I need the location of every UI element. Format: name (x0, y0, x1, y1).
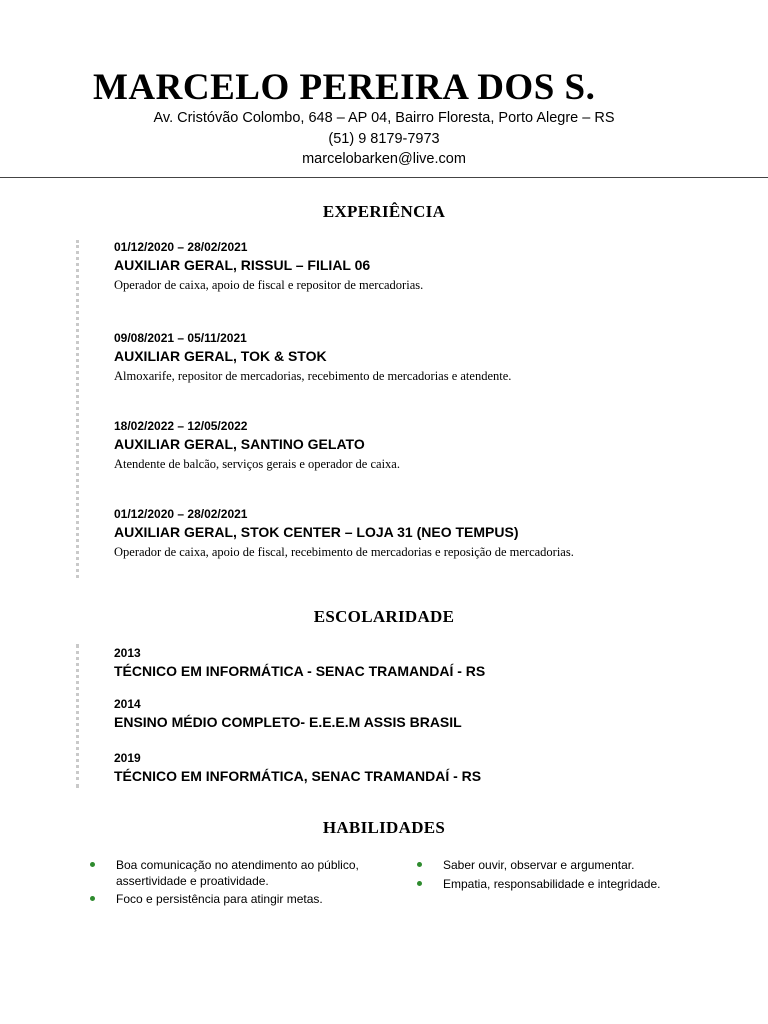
experience-date: 18/02/2022 – 12/05/2022 (114, 419, 248, 433)
experience-desc: Operador de caixa, apoio de fiscal, recebimento de mercadorias e reposição de mercadorias. (114, 545, 574, 559)
header-divider (0, 177, 768, 178)
skill-item (417, 877, 737, 893)
phone: (51) 9 8179-7973 (328, 131, 440, 147)
experience-date: 09/08/2021 – 05/11/2021 (114, 331, 247, 345)
skill-text: Saber ouvir, observar e argumentar. (443, 858, 635, 872)
experience-date: 01/12/2020 – 28/02/2021 (114, 240, 248, 254)
skill-text: Boa comunicação no atendimento ao público, assertividade e proatividade. (116, 858, 359, 888)
candidate-name: MARCELO PEREIRA DOS S. (93, 67, 596, 108)
skill-text: Empatia, responsabilidade e integridade. (443, 876, 661, 891)
education-course: ENSINO MÉDIO COMPLETO- E.E.E.M ASSIS BRASIL (114, 714, 462, 730)
experience-title: EXPERIÊNCIA (322, 202, 446, 221)
experience-desc: Operador de caixa, apoio de fiscal e repositor de mercadorias. (114, 278, 424, 292)
address: Av. Cristóvão Colombo, 648 – AP 04, Bairro Floresta, Porto Alegre – RS (153, 110, 615, 126)
skills-title: HABILIDADES (322, 818, 446, 837)
experience-role: AUXILIAR GERAL, STOK CENTER – LOJA 31 (NEO TEMPUS) (114, 524, 519, 540)
education-item (114, 645, 754, 681)
experience-role: AUXILIAR GERAL, TOK & STOK (114, 348, 327, 364)
experience-item (114, 239, 754, 294)
experience-role: AUXILIAR GERAL, RISSUL – FILIAL 06 (114, 257, 371, 273)
education-year: 2019 (114, 751, 141, 765)
education-title: ESCOLARIDADE (313, 607, 455, 626)
experience-item (114, 506, 754, 561)
skill-item (90, 892, 390, 908)
skill-text: Foco e persistência para atingir metas. (116, 892, 323, 906)
experience-item (114, 330, 754, 385)
education-course: TÉCNICO EM INFORMÁTICA, SENAC TRAMANDAÍ - RS (114, 768, 482, 784)
bullet-icon (417, 862, 422, 867)
education-year: 2014 (114, 697, 141, 711)
experience-role: AUXILIAR GERAL, SANTINO GELATO (114, 436, 365, 452)
bullet-icon (417, 881, 422, 886)
email-link[interactable]: marcelobarken@live.com (302, 151, 466, 167)
skills-list-right (417, 858, 737, 895)
education-item (114, 696, 754, 732)
bullet-icon (90, 862, 95, 867)
education-item (114, 750, 754, 786)
experience-desc: Atendente de balcão, serviços gerais e operador de caixa. (114, 457, 400, 471)
skill-item (90, 858, 390, 889)
skill-item (417, 858, 737, 874)
education-course: TÉCNICO EM INFORMÁTICA - SENAC TRAMANDAÍ - RS (114, 663, 486, 679)
education-timeline (76, 644, 79, 788)
bullet-icon (90, 896, 95, 901)
education-year: 2013 (114, 646, 141, 660)
skills-list-left (90, 858, 390, 911)
experience-date: 01/12/2020 – 28/02/2021 (114, 507, 248, 521)
experience-timeline (76, 240, 79, 578)
experience-item (114, 418, 754, 473)
experience-desc: Almoxarife, repositor de mercadorias, recebimento de mercadorias e atendente. (114, 369, 512, 383)
